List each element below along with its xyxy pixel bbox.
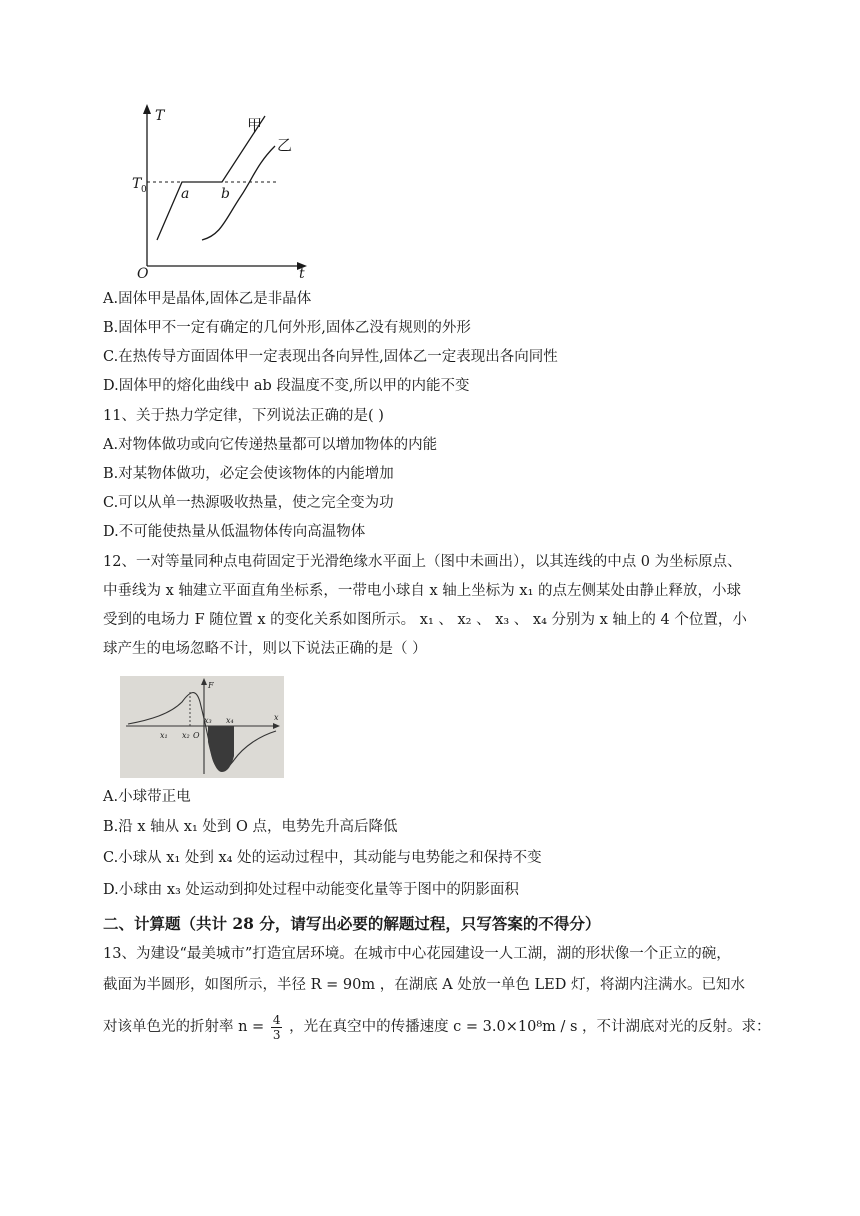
q13-line-3-post: ，光在真空中的传播速度 c = 3.0×10⁸m / s ，不计湖底对光的反射。求：: [289, 1019, 771, 1035]
x4-label: x₄: [226, 716, 234, 725]
origin-label: O: [193, 731, 200, 740]
refractive-index-fraction: [271, 1013, 283, 1042]
q11-option-a: A.对物体做功或向它传递热量都可以增加物体的内能: [103, 437, 438, 453]
t0-subscript: 0: [141, 185, 147, 195]
origin-label: O: [137, 266, 149, 282]
q12-stem: 12、一对等量同种点电荷固定于光滑绝缘水平面上（图中未画出），以其连线的中点 0 为坐标原点、中垂线为 x 轴建立平面直角坐标系，一带电小球自 x 轴上坐标为 x₁ 的点左侧某处由静止释放，小球受到的电场力 F 随位置 x 的变化关系如图所示。 x₁ 、 x₂ 、 x₃ 、 x₄ 分别为 x 轴上的 4 个位置，小球产生的电场忽略不计，则以下说法正确的是（ ）: [103, 554, 747, 657]
x2-label: x₂: [182, 731, 190, 740]
q10-option-c: C.在热传导方面固体甲一定表现出各向异性,固体乙一定表现出各向同性: [103, 349, 558, 365]
force-position-figure: [120, 676, 284, 778]
q12-option-d: D.小球由 x₃ 处运动到抑处过程中动能变化量等于图中的阴影面积: [103, 882, 519, 898]
t-axis-label: t: [299, 266, 305, 282]
x1-label: x₁: [160, 731, 168, 740]
curve-jia: [157, 116, 265, 240]
fraction-numerator: 4: [272, 1012, 281, 1027]
q13-line-3-pre: 对该单色光的折射率 n =: [103, 1019, 265, 1035]
q13-line-3: [103, 1010, 771, 1044]
point-b-label: b: [221, 186, 230, 202]
shaded-area: [208, 726, 234, 772]
T-axis-arrow: [143, 104, 151, 114]
q10-option-b: B.固体甲不一定有确定的几何外形,固体乙没有规则的外形: [103, 320, 471, 336]
q13-line-2: 截面为半圆形，如图所示，半径 R = 90m ，在湖底 A 处放一单色 LED 灯，将湖内注满水。已知水: [103, 977, 745, 993]
q10-option-a: A.固体甲是晶体,固体乙是非晶体: [103, 291, 312, 307]
q10-option-d: D.固体甲的熔化曲线中 ab 段温度不变,所以甲的内能不变: [103, 378, 470, 394]
q13-line-1: 13、为建设“最美城市”打造宜居环境。在城市中心花园建设一人工湖，湖的形状像一个正立的碗，: [103, 946, 731, 962]
melting-curve-figure: [125, 100, 325, 282]
x-axis-arrow: [273, 723, 280, 729]
x-axis-label: x: [274, 713, 279, 722]
q12-option-a: A.小球带正电: [103, 789, 191, 805]
t0-label: T: [132, 176, 142, 192]
x3-label: x₃: [204, 716, 212, 725]
curve-yi-label: 乙: [277, 136, 293, 154]
point-a-label: a: [181, 186, 190, 202]
q12-option-b: B.沿 x 轴从 x₁ 处到 O 点，电势先升高后降低: [103, 819, 398, 835]
q11-option-d: D.不可能使热量从低温物体传向高温物体: [103, 524, 366, 540]
F-axis-label: F: [208, 681, 214, 690]
T-axis-label: T: [155, 108, 165, 124]
q11-option-b: B.对某物体做功，必定会使该物体的内能增加: [103, 466, 394, 482]
q11-stem: 11、关于热力学定律，下列说法正确的是( ): [103, 408, 384, 424]
F-axis-arrow: [201, 678, 207, 685]
q11-option-c: C.可以从单一热源吸收热量，使之完全变为功: [103, 495, 394, 511]
force-curve: [128, 693, 276, 770]
fraction-denominator: 3: [272, 1027, 281, 1042]
q12-option-c: C.小球从 x₁ 处到 x₄ 处的运动过程中，其动能与电势能之和保持不变: [103, 850, 542, 866]
curve-yi: [202, 146, 275, 240]
curve-jia-label: 甲: [247, 116, 263, 134]
section-heading: 二、计算题（共计 28 分，请写出必要的解题过程，只写答案的不得分）: [103, 914, 601, 933]
